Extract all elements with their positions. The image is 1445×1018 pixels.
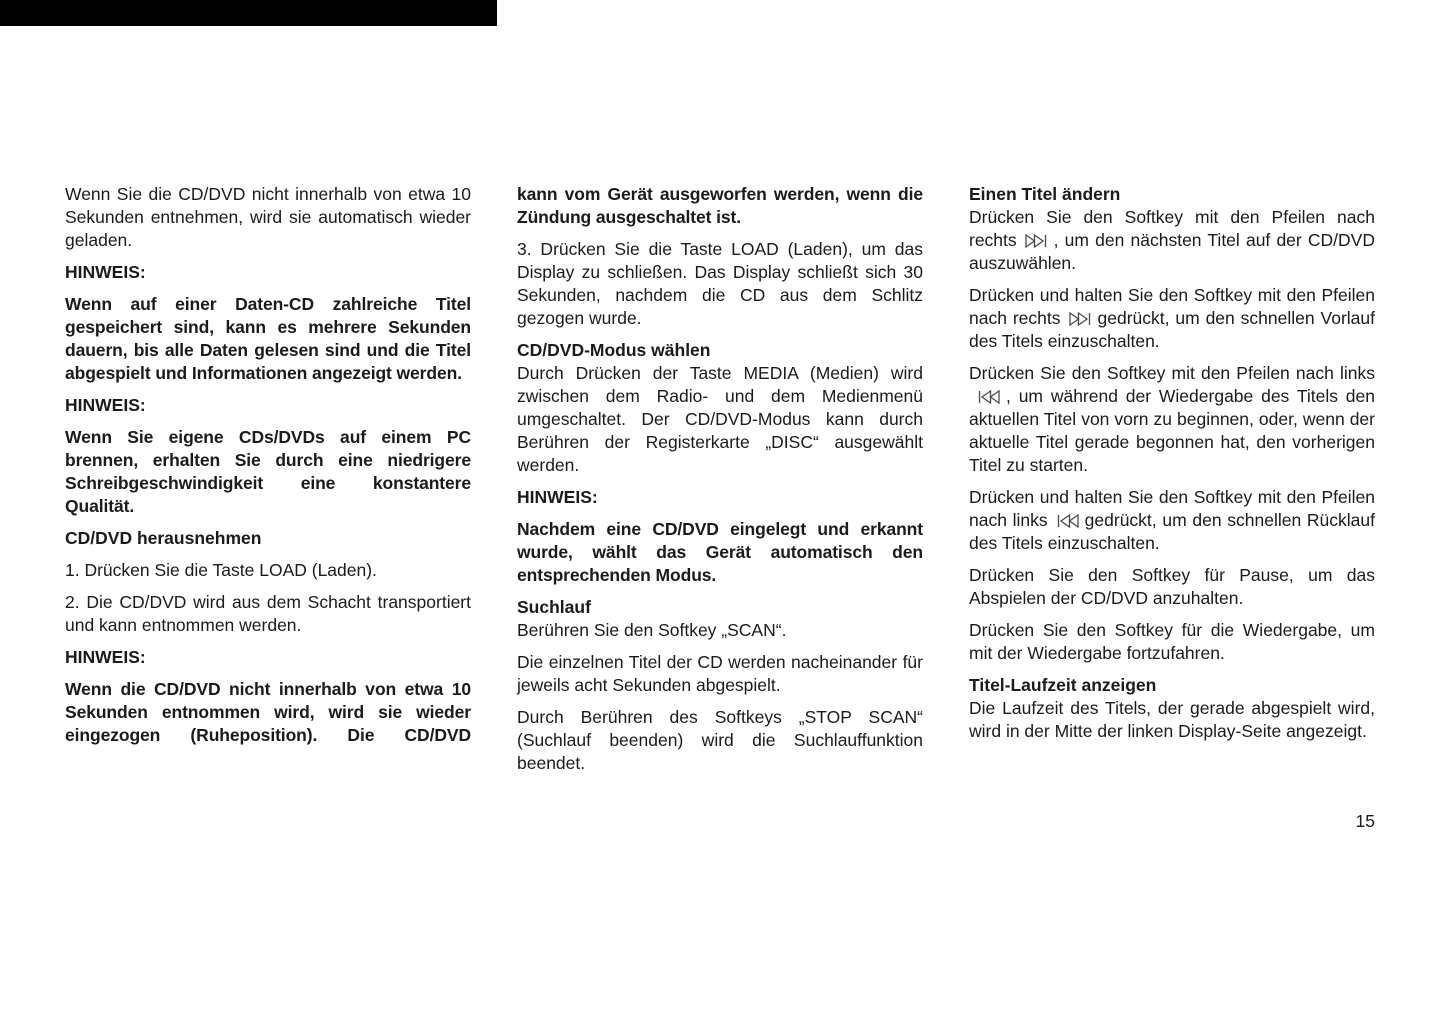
paragraph: Durch Drücken der Taste MEDIA (Medien) wird zwischen dem Radio- und dem Medienmenü umgeschaltet. Der CD/DVD-Modus kann durch Berühren der Registerkarte „DISC“ ausgewählt werden. (517, 363, 923, 475)
note-label: HINWEIS: (65, 647, 146, 667)
note-text: Wenn Sie eigene CDs/DVDs auf einem PC brennen, erhalten Sie durch eine niedrigere Schreibgeschwindigkeit eine konstantere Qualität. (65, 427, 471, 516)
section-heading: Einen Titel ändern (969, 184, 1121, 204)
paragraph-text: Drücken Sie den Softkey mit den Pfeilen nach rechts (969, 207, 1375, 250)
paragraph: Die Laufzeit des Titels, der gerade abgespielt wird, wird in der Mitte der linken Display-Seite angezeigt. (969, 698, 1375, 741)
column-middle (517, 183, 923, 775)
skip-backward-icon (977, 390, 1000, 404)
note-text: kann vom Gerät ausgeworfen werden, wenn die Zündung ausgeschaltet ist. (517, 184, 923, 227)
column-right (969, 183, 1375, 775)
note-text: Nachdem eine CD/DVD eingelegt und erkannt wurde, wählt das Gerät automatisch den entsprechenden Modus. (517, 519, 923, 585)
paragraph-text: gedrückt, um den schnellen Vorlauf des Titels einzuschalten. (969, 308, 1375, 351)
skip-forward-icon (1069, 312, 1092, 326)
paragraph: Drücken Sie den Softkey für die Wiedergabe, um mit der Wiedergabe fortzufahren. (969, 620, 1375, 663)
paragraph: Durch Berühren des Softkeys „STOP SCAN“ (Suchlauf beenden) wird die Suchlauffunktion beendet. (517, 707, 923, 773)
column-left (65, 183, 471, 775)
paragraph-text: Drücken und halten Sie den Softkey mit den Pfeilen nach rechts (969, 285, 1375, 328)
paragraph (969, 206, 1375, 275)
paragraph: Wenn Sie die CD/DVD nicht innerhalb von etwa 10 Sekunden entnehmen, wird sie automatisch wieder geladen. (65, 184, 471, 250)
skip-backward-icon (1056, 514, 1079, 528)
page-number: 15 (1355, 811, 1375, 831)
paragraph-text: Drücken und halten Sie den Softkey mit den Pfeilen nach links (969, 487, 1375, 530)
paragraph (969, 362, 1375, 477)
section-heading: CD/DVD herausnehmen (65, 528, 262, 548)
numbered-step: 1. Drücken Sie die Taste LOAD (Laden). (65, 560, 377, 580)
paragraph-text: , um den nächsten Titel auf der CD/DVD auszuwählen. (969, 230, 1375, 273)
note-text: Wenn die CD/DVD nicht innerhalb von etwa 10 Sekunden entnommen wird, wird sie wieder eingezogen (Ruheposition). Die CD/DVD (65, 679, 471, 745)
section-heading: Titel-Laufzeit anzeigen (969, 675, 1157, 695)
note-label: HINWEIS: (65, 395, 146, 415)
paragraph (969, 284, 1375, 353)
section-heading: Suchlauf (517, 597, 591, 617)
note-label: HINWEIS: (517, 487, 598, 507)
paragraph: Drücken Sie den Softkey für Pause, um das Abspielen der CD/DVD anzuhalten. (969, 565, 1375, 608)
skip-forward-icon (1025, 234, 1048, 248)
note-text: Wenn auf einer Daten-CD zahlreiche Titel gespeichert sind, kann es mehrere Sekunden dauern, bis alle Daten gelesen sind und die Titel abgespielt und Informationen angezeigt werden. (65, 294, 471, 383)
paragraph: Berühren Sie den Softkey „SCAN“. (517, 620, 787, 640)
paragraph-text: gedrückt, um den schnellen Rücklauf des Titels einzuschalten. (969, 510, 1375, 553)
paragraph-text: Drücken Sie den Softkey mit den Pfeilen nach links (969, 363, 1375, 383)
section-heading: CD/DVD-Modus wählen (517, 340, 711, 360)
paragraph: Die einzelnen Titel der CD werden nacheinander für jeweils acht Sekunden abgespielt. (517, 652, 923, 695)
content-columns (65, 183, 1375, 775)
note-label: HINWEIS: (65, 262, 146, 282)
numbered-step: 2. Die CD/DVD wird aus dem Schacht transportiert und kann entnommen werden. (65, 592, 471, 635)
numbered-step: 3. Drücken Sie die Taste LOAD (Laden), um das Display zu schließen. Das Display schließt sich 30 Sekunden, nachdem die CD aus dem Schlitz gezogen wurde. (517, 239, 923, 328)
paragraph-text: , um während der Wiedergabe des Titels den aktuellen Titel von vorn zu beginnen, oder, wenn der aktuelle Titel gerade begonnen hat, den vorherigen Titel zu starten. (969, 386, 1375, 475)
page-header-bar (0, 0, 497, 26)
paragraph (969, 486, 1375, 555)
